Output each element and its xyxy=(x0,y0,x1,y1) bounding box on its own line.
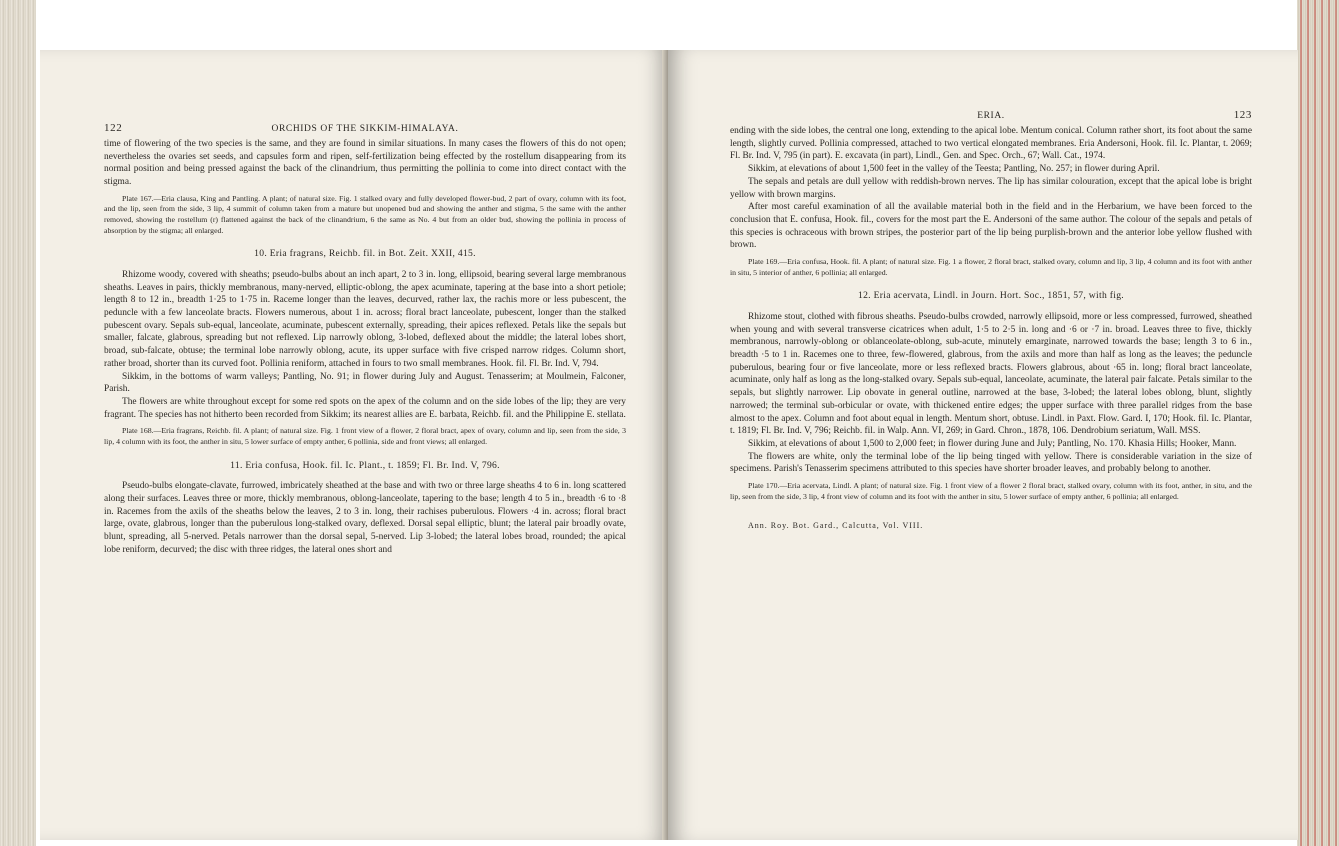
species-heading: 12. Eria acervata, Lindl. in Journ. Hort. Soc., 1851, 57, with fig. xyxy=(857,290,1125,302)
paragraph: The flowers are white throughout except for some red spots on the apex of the column and on the side lobes of the lip; they are very fragrant. The species has not hitherto been recorded from Sikkim; its nearest allies are E. barbata, Reichb. fil. and the Philippine E. stellata. xyxy=(104,396,626,420)
right-header xyxy=(730,109,1252,123)
paragraph: Rhizome woody, covered with sheaths; pseudo-bulbs about an inch apart, 2 to 3 in. long, ellipsoid, bearing several large membranous sheaths. Leaves in pairs, thickly membranous, many-nerved, elliptic-oblong, the apex acuminate, tapering at the base into a short petiole; length 8 to 12 in., breadth 1·25 to 1·75 in. Raceme longer than the leaves, decurved, rather lax, the rachis more or less pubescent, the peduncle with a few lanceolate bracts. Flowers numerous, about 1 in. across; floral bract lanceolate, pubescent, longer than the stalked pubescent ovary. Sepals sub-equal, lanceolate, acuminate, pubescent externally, spreading, their apices reflexed. Petals like the sepals but smaller, falcate, glabrous, spreading but not reflexed. Lip narrowly oblong, 3-lobed, deflexed about the middle; the lateral lobes short, broad, sub-falcate, obtuse; the terminal lobe narrowly oblong, acute, its upper surface with five crisped narrow ridges. Column short, rather broad, shorter than its curved foot. Pollinia reniform, attached in fours to two small membranes. Hook. fil. Fl. Br. Ind. V, 794. xyxy=(104,269,626,369)
left-page-text xyxy=(104,122,626,556)
right-page xyxy=(668,50,1298,840)
species-heading: 10. Eria fragrans, Reichb. fil. in Bot. Zeit. XXII, 415. xyxy=(254,248,476,260)
plate-caption: Plate 170.—Eria acervata, Lindl. A plant; of natural size. Fig. 1 front view of a flower 2 floral bract, stalked ovary, column with its foot, anther, in situ, and the lip, seen from the side, 3 lip, 4 front view of column and its foot with the anther in situ, 5 lower surface of empty anther, 6 pollinia; all enlarged. xyxy=(730,481,1252,501)
paragraph: Pseudo-bulbs elongate-clavate, furrowed, imbricately sheathed at the base and with two or three large sheaths 4 to 6 in. long scattered along their surfaces. Leaves three or more, thickly membranous, oblong-lanceolate, tapering to the base; length 4 to 5 in., breadth ·6 to ·8 in. Racemes from the axils of the sheaths below the leaves, 2 to 3 in. long, their rachises puberulous. Flowers ·4 in. across; floral bract large, ovate, glabrous, longer than the puberulous long-stalked ovary, deflexed. Dorsal sepal elliptic, blunt; the lateral pair broadly ovate, blunt, spreading, all 5-nerved. Petals narrower than the dorsal sepal, 5-nerved. Lip 3-lobed; the lateral lobes broad, rounded; the apical lobe reniform, decurved; the disc with three ridges, the lateral ones short and xyxy=(104,481,626,555)
paragraph: Sikkim, in the bottoms of warm valleys; Pantling, No. 91; in flower during July and August. Tenasserim; at Moulmein, Falconer, Parish. xyxy=(104,371,626,395)
plate-caption: Plate 167.—Eria clausa, King and Pantling. A plant; of natural size. Fig. 1 stalked ovary and fully developed flower-bud, 2 part of ovary, column with its foot, and the lip, seen from the side, 3 lip, 4 summit of column taken from a mature but unopened bud and showing the anther and stigma, 5 the same with the anther removed, showing the rostellum (r) flattened against the back of the clinandrium, 6 the same as No. 4 but from an older bud, showing the pollinia in process of absorption by the stigma; all enlarged. xyxy=(104,193,626,235)
plate-caption: Plate 168.—Eria fragrans, Reichb. fil. A plant; of natural size. Fig. 1 front view of a flower, 2 floral bract, apex of ovary, column and lip, seen from the side, 3 lip, 4 column with its foot, the anther in situ, 5 lower surface of empty anther, 6 pollinia, side and front views; all enlarged. xyxy=(104,426,626,446)
species-heading: 11. Eria confusa, Hook. fil. Ic. Plant., t. 1859; Fl. Br. Ind. V, 796. xyxy=(230,459,500,471)
paragraph: Sikkim, at elevations of about 1,500 feet in the valley of the Teesta; Pantling, No. 257; in flower during April. xyxy=(748,164,1160,175)
paragraph: The sepals and petals are dull yellow with reddish-brown nerves. The lip has similar colouration, except that the apical lobe is bright yellow with brown margins. xyxy=(730,176,1252,200)
paragraph: ending with the side lobes, the central one long, extending to the apical lobe. Mentum conical. Column rather short, its foot about the same length, slightly curved. Pollinia compressed, attached to two vertical elongated membranes. Eria Andersoni, Hook. fil. Ic. Plantar, t. 2069; Fl. Br. Ind. V, 795 (in part). E. excavata (in part), Lindl., Gen. and Spec. Orch., 67; Wall. Cat., 1974. xyxy=(730,126,1252,162)
paragraph: The flowers are white, only the terminal lobe of the lip being tinged with yellow. There is considerable variation in the size of specimens. Parish's Tenasserim specimens attributed to this species have shorter broader leaves, and probably belong to another. xyxy=(730,451,1252,475)
running-head: ORCHIDS OF THE SIKKIM-HIMALAYA. xyxy=(271,124,459,134)
right-page-edges xyxy=(1297,0,1339,846)
right-page-text xyxy=(730,109,1252,533)
paragraph: time of flowering of the two species is the same, and they are found in similar situations. In many cases the flowers of this do not open; nevertheless the ovaries set seeds, and capsules form and ripen, self-fertilization being effected by the rostellum disappearing from its normal position and being pressed against the back of the clinandrium, thus permitting the pollinia to come into direct contact with the stigma. xyxy=(104,139,626,188)
left-header xyxy=(104,122,626,136)
page-number: 122 xyxy=(104,122,123,134)
left-page xyxy=(40,50,668,840)
page-number: 123 xyxy=(1233,109,1252,121)
page-footer: Ann. Roy. Bot. Gard., Calcutta, Vol. VIII. xyxy=(748,521,924,531)
paragraph: Sikkim, at elevations of about 1,500 to 2,000 feet; in flower during June and July; Pantling, No. 170. Khasia Hills; Hooker, Mann. xyxy=(748,438,1237,449)
running-head: ERIA. xyxy=(977,111,1005,121)
paragraph: After most careful examination of all the available material both in the field and in the Herbarium, we have been forced to the conclusion that E. confusa, Hook. fil., covers for the most part the E. Andersoni of the same author. The colour of the sepals and petals of this species is ochraceous with brown stripes, the posterior part of the lip being purplish-brown and the anterior lobe yellow flushed with brown. xyxy=(730,202,1252,251)
paragraph: Rhizome stout, clothed with fibrous sheaths. Pseudo-bulbs crowded, narrowly ellipsoid, more or less compressed, furrowed, sheathed when young and with several transverse cicatrices when adult, 1·5 to 2·5 in. long and ·6 or ·7 in. broad. Leaves three to five, thickly membranous, narrowly-oblong or oblanceolate-oblong, sub-acute, minutely emarginate, narrowed towards the base; length 3 to 6 in., breadth ·5 to 1 in. Racemes one to three, few-flowered, glabrous, from the axils and more than half as long as the leaves; the peduncle puberulous, bearing four or five lanceolate, more or less reflexed bracts. Flowers glabrous, about ·65 in. long; floral bract lanceolate, acuminate, only half as long as the long-stalked ovary. Sepals sub-equal, lanceolate, acuminate, the lateral pair falcate. Petals similar to the sepals, but slightly narrower. Lip obovate in general outline, narrowed at the base, 3-lobed; the lateral lobes oblong, blunt, slightly narrowed; the terminal sub-orbicular or ovate, with thickened entire edges; the upper surface with three parallel ridges from the base almost to the apex. Column and foot about equal in length. Mentum short, obtuse. Lindl. in Paxt. Flow. Gard. I, 170; Hook. fil. Ic. Plantar, t. 1819; Fl. Br. Ind. V, 796; Reichb. fil. in Walp. Ann. VI, 269; in Gard. Chron., 1878, 106. Dendrobium seriatum, Wall. MSS. xyxy=(730,311,1252,437)
plate-caption: Plate 169.—Eria confusa, Hook. fil. A plant; of natural size. Fig. 1 a flower, 2 floral bract, stalked ovary, column and lip, 3 lip, 4 column and its foot with anther in situ, 5 interior of anther, 6 pollinia; all enlarged. xyxy=(730,257,1252,277)
left-page-edges xyxy=(0,0,36,846)
